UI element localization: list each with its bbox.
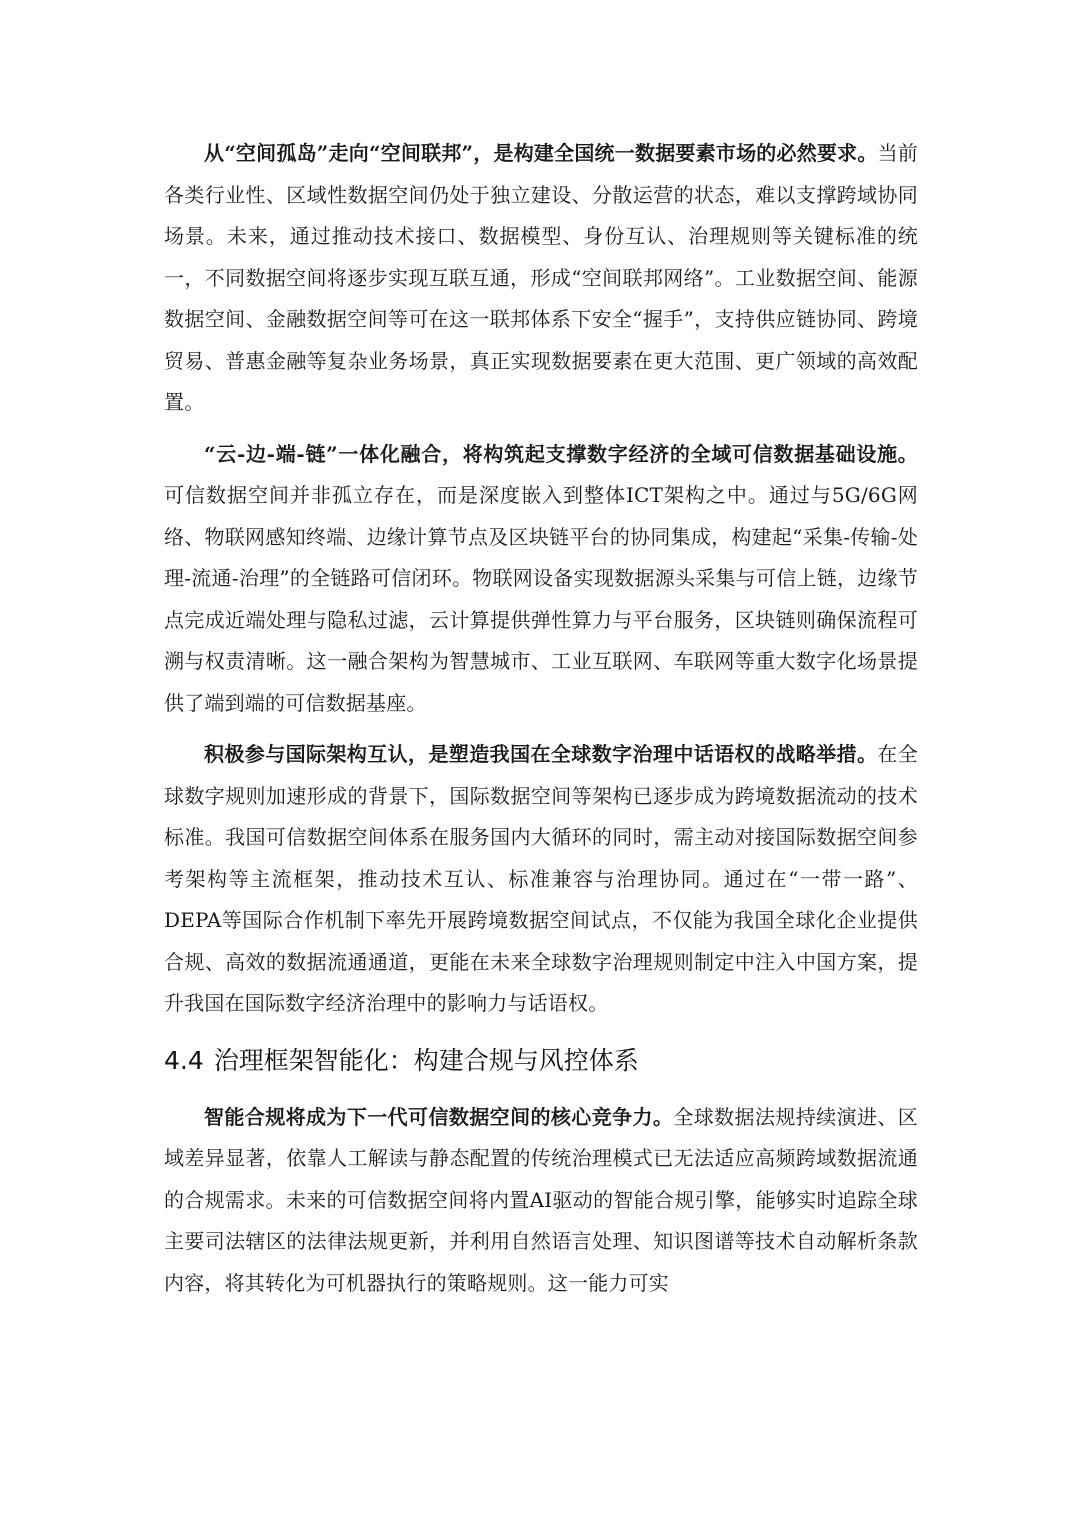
page-content xyxy=(164,133,918,1314)
paragraph-intelligent-compliance xyxy=(164,1097,918,1305)
paragraph-lead: “云-边-端-链”一体化融合，将构筑起支撑数字经济的全域可信数据基础设施。 xyxy=(204,441,918,466)
paragraph-space-federation xyxy=(164,133,918,424)
paragraph-body: 全球数据法规持续演进、区域差异显著，依靠人工解读与静态配置的传统治理模式已无法适应高频跨域数据流通的合规需求。未来的可信数据空间将内置AI驱动的智能合规引擎，能够实时追踪全球主要司法辖区的法律法规更新，并利用自然语言处理、知识图谱等技术自动解析条款内容，将其转化为可机器执行的策略规则。这一能力可实 xyxy=(164,1104,918,1295)
paragraph-international-mutual-recognition xyxy=(164,734,918,1025)
paragraph-lead: 积极参与国际架构互认，是塑造我国在全球数字治理中话语权的战略举措。 xyxy=(204,742,878,766)
section-title: 治理框架智能化：构建合规与风控体系 xyxy=(213,1045,639,1075)
paragraph-body: 在全球数字规则加速形成的背景下，国际数据空间等架构已逐步成为跨境数据流动的技术标准。我国可信数据空间体系在服务国内大循环的同时，需主动对接国际数据空间参考架构等主流框架，推动技术互认、标准兼容与治理协同。通过在“一带一路”、DEPA等国际合作机制下率先开展跨境数据空间试点，不仅能为我国全球化企业提供合规、高效的数据流通通道，更能在未来全球数字治理规则制定中注入中国方案，提升我国在国际数字经济治理中的影响力与话语权。 xyxy=(164,742,918,1015)
paragraph-body: 当前各类行业性、区域性数据空间仍处于独立建设、分散运营的状态，难以支撑跨域协同场景。未来，通过推动技术接口、数据模型、身份互认、治理规则等关键标准的统一，不同数据空间将逐步实现互联互通，形成“空间联邦网络”。工业数据空间、能源数据空间、金融数据空间等可在这一联邦体系下安全“握手”，支持供应链协同、跨境贸易、普惠金融等复杂业务场景，真正实现数据要素在更大范围、更广领域的高效配置。 xyxy=(164,141,918,414)
paragraph-body: 可信数据空间并非孤立存在，而是深度嵌入到整体ICT架构之中。通过与5G/6G网络、物联网感知终端、边缘计算节点及区块链平台的协同集成，构建起“采集-传输-处理-流通-治理”的全链路可信闭环。物联网设备实现数据源头采集与可信上链，边缘节点完成近端处理与隐私过滤，云计算提供弹性算力与平台服务，区块链则确保流程可溯与权责清晰。这一融合架构为智慧城市、工业互联网、车联网等重大数字化场景提供了端到端的可信数据基座。 xyxy=(164,483,918,715)
paragraph-cloud-edge-device-chain xyxy=(164,434,918,725)
paragraph-lead: 从“空间孤岛”走向“空间联邦”，是构建全国统一数据要素市场的必然要求。 xyxy=(204,141,878,165)
paragraph-lead: 智能合规将成为下一代可信数据空间的核心竞争力。 xyxy=(204,1104,674,1129)
section-heading xyxy=(164,1039,918,1083)
section-number: 4.4 xyxy=(164,1045,204,1075)
